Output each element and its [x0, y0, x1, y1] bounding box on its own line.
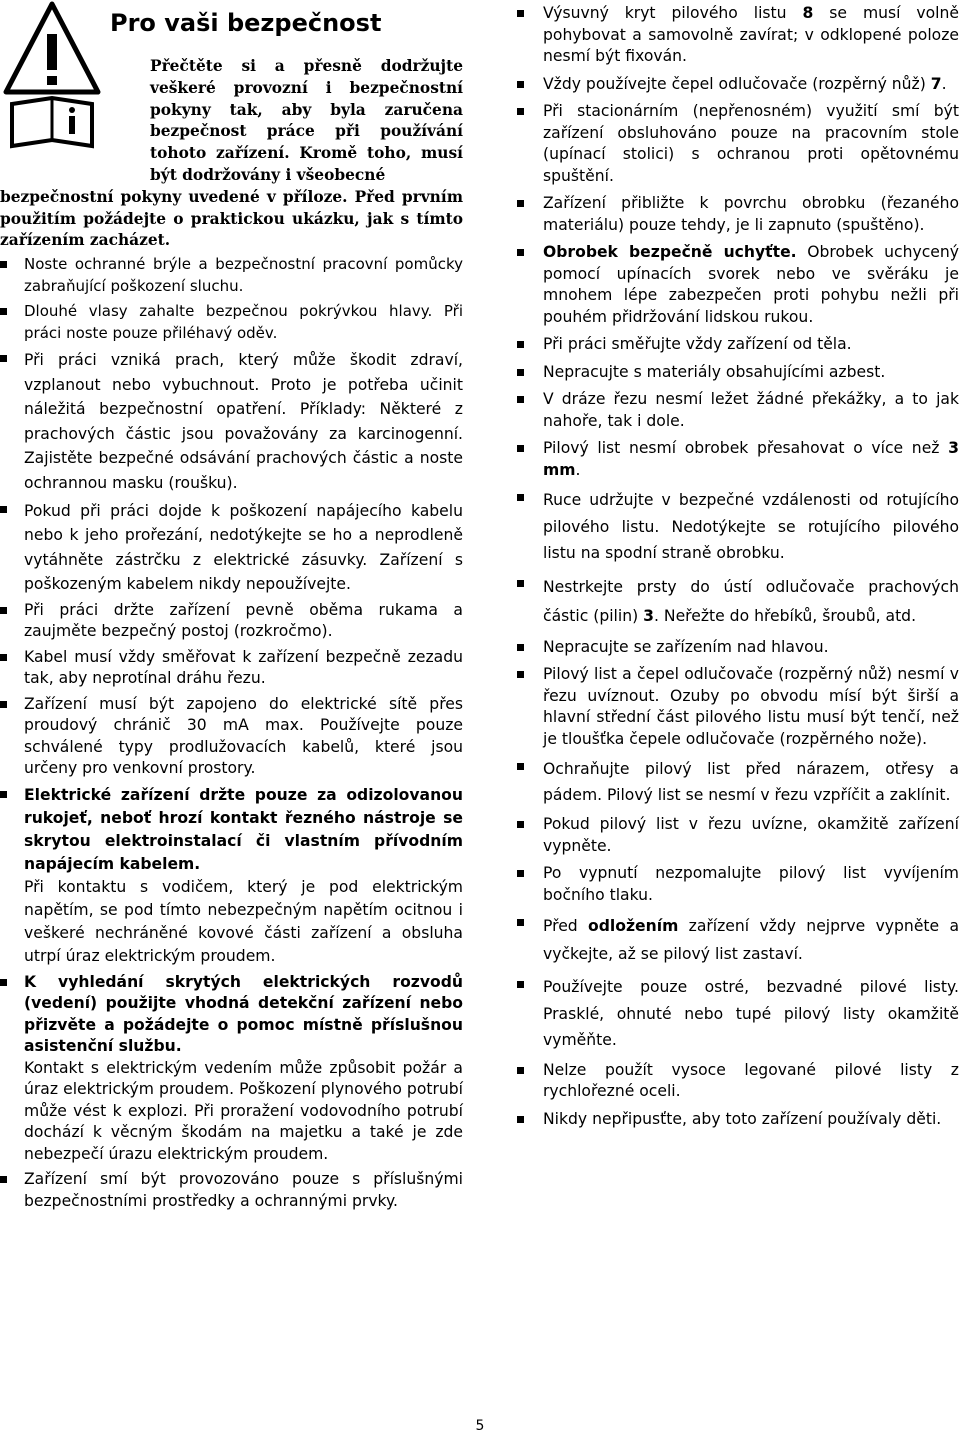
list-item — [517, 193, 959, 236]
warning-info-icon — [2, 0, 102, 150]
list-item — [0, 348, 463, 495]
list-item — [517, 637, 959, 659]
intro-text-b: Před prvním použitím požádejte o praktickou ukázku, jak s tímto zařízením zacházet. — [0, 187, 463, 250]
right-safety-list — [517, 3, 959, 1130]
list-item-text: Při stacionárním (nepřenosném) využití smí být zařízení obsluhováno pouze na pracovním stole (upínací stolici) s ochranou proti opětovnému spuštění. — [543, 102, 959, 185]
list-item — [0, 972, 463, 1166]
list-item-bold-text: 3 mm — [543, 439, 959, 479]
list-item — [517, 756, 959, 808]
list-item-text: Ruce udržujte v bezpečné vzdálenosti od rotujícího pilového listu. Nedotýkejte se rotujícího pilového listu na spodní straně obrobku. — [543, 491, 959, 562]
list-item — [0, 1169, 463, 1212]
list-item — [517, 814, 959, 857]
list-item-text: Při práci držte zařízení pevně oběma rukama a zaujměte bezpečný postoj (rozkročmo). — [24, 600, 463, 641]
list-item-bold-text: Obrobek bezpečně uchyťte. — [543, 243, 797, 261]
list-item-text: Kontakt s elektrickým vedením může způsobit požár a úraz elektrickým proudem. Poškození plynového potrubí může vést k explozi. Při proražení vodovodního potrubí dochází k věcným škodám na majetku a také je zde nebezpečí úrazu elektrickým proudem. — [24, 1058, 463, 1163]
list-item-bold-text: Elektrické zařízení držte pouze za odizolovanou rukojeť, neboť hrozí kontakt řezného nástroje se skrytou elektroinstalací či vlastním přívodním napájecím kabelem. — [24, 785, 463, 873]
list-item-text: . — [941, 74, 947, 93]
list-item — [0, 254, 463, 297]
list-item-text: Pokud pilový list v řezu uvízne, okamžitě zařízení vypněte. — [543, 815, 959, 855]
list-item-text: se musí volně pohybovat a samovolně zavírat; v odklopené poloze nesmí být fixován. — [543, 4, 959, 65]
intro-indented-text: Přečtěte si a přesně dodržujte veškeré provozní i bezpečnostní pokyny tak, aby byla zaručena bezpečnost práce při používání tohoto zařízení. Kromě toho, musí být dodržovány i všeobecné — [150, 57, 463, 184]
list-item-text: Noste ochranné brýle a bezpečnostní pracovní pomůcky zabraňující poškození sluchu. — [24, 255, 463, 295]
intro-text-a: bezpečnostní pokyny uvedené v příloze. — [0, 187, 355, 206]
list-item-text: Pilový list nesmí obrobek přesahovat o více než — [543, 439, 949, 457]
right-column — [517, 0, 959, 1136]
list-item-text: Po vypnutí nezpomalujte pilový list vyvíjením bočního tlaku. — [543, 864, 959, 904]
list-item-text: Zařízení smí být provozováno pouze s příslušnými bezpečnostními prostředky a ochrannými prvky. — [24, 1170, 463, 1210]
list-item-text: Nikdy nepřipusťte, aby toto zařízení používaly děti. — [543, 1109, 942, 1128]
list-item-text: Zařízení musí být zapojeno do elektrické sítě přes proudový chránič 30 mA max. Používejte pouze schválené typy prodlužovacích kabelů, které jsou určeny pro venkovní prostory. — [24, 694, 463, 778]
page-title: Pro vaši bezpečnost — [110, 9, 382, 37]
list-item-bold-text: 8 — [802, 4, 814, 22]
list-item — [517, 863, 959, 906]
list-item — [517, 664, 959, 750]
list-item — [517, 438, 959, 481]
list-item-text: Při práci směřujte vždy zařízení od těla. — [543, 335, 852, 353]
list-item — [517, 1060, 959, 1103]
list-item — [0, 694, 463, 780]
list-item-text: . — [575, 460, 581, 479]
list-item-text: Nelze použít vysoce legované pilové listy z rychlořezné oceli. — [543, 1060, 959, 1100]
list-item — [517, 362, 959, 384]
list-item — [517, 912, 959, 968]
list-item — [517, 3, 959, 68]
list-item — [517, 487, 959, 567]
list-item-text: V dráze řezu nesmí ležet žádné překážky, a to jak nahoře, tak i dole. — [543, 390, 959, 430]
list-item-text: Při práci vzniká prach, který může škodit zdraví, vzplanout nebo vybuchnout. Proto je potřeba učinit náležitá bezpečnostní opatření. Příklady: Některé z prachových částic jsou považovány za karcinogenní. Zajistěte bezpečné odsávání prachových částic a noste ochrannou masku (roušku). — [24, 351, 463, 492]
section-header — [0, 0, 463, 52]
list-item — [517, 242, 959, 328]
list-item-text: Kabel musí vždy směřovat k zařízení bezpečně zezadu tak, aby neprotínal dráhu řezu. — [24, 647, 463, 688]
list-item-bold-text: 3 — [643, 606, 654, 625]
list-item-text: Výsuvný kryt pilového listu — [543, 4, 803, 22]
list-item-bold-text: 7 — [930, 74, 942, 93]
list-item-text: Nepracujte se zařízením nad hlavou. — [543, 637, 829, 656]
list-item-text: . Neřežte do hřebíků, šroubů, atd. — [654, 606, 917, 625]
list-item — [0, 647, 463, 690]
list-item — [0, 784, 463, 968]
list-item-text: Před — [543, 917, 589, 935]
list-item — [517, 334, 959, 356]
list-item-text: Vždy používejte čepel odlučovače (rozpěrný nůž) — [543, 74, 931, 93]
list-item-text: Používejte pouze ostré, bezvadné pilové listy. Prasklé, ohnuté nebo tupé pilový listy okamžitě vyměňte. — [543, 978, 959, 1049]
list-item — [517, 1109, 959, 1131]
list-item-bold-text: odložením — [588, 917, 679, 935]
list-item-text: Dlouhé vlasy zahalte bezpečnou pokrývkou hlavy. Při práci noste pouze přiléhavý oděv. — [24, 302, 463, 342]
list-item-text: Pilový list a čepel odlučovače (rozpěrný nůž) nesmí v řezu uvíznout. Ozuby po obvodu mísí být širší a hlavní střední část pilového listu musí být tenčí, než je tloušťka čepele odlučovače (rozpěrného nože). — [543, 665, 959, 748]
list-item — [517, 974, 959, 1054]
list-item — [517, 74, 959, 96]
list-item — [0, 600, 463, 643]
list-item — [517, 389, 959, 432]
list-item — [517, 101, 959, 187]
page-number: 5 — [475, 1418, 485, 1434]
list-item-text: zařízení vždy nejprve vypněte a vyčkejte, až se pilový list zastaví. — [543, 917, 960, 963]
list-item-text: Nepracujte s materiály obsahujícími azbest. — [543, 362, 886, 381]
list-item — [0, 301, 463, 344]
list-item-bold-text: K vyhledání skrytých elektrických rozvodů (vedení) použijte vhodná detekční zařízení nebo přizvěte a požádejte o pomoc místně příslušnou asistenční službu. — [24, 972, 463, 1056]
left-column — [0, 0, 463, 1216]
list-item-text: Pokud při práci dojde k poškození napájecího kabelu nebo k jeho prořezání, nedotýkejte se ho a neprodleně vytáhněte zástrčku z elektrické zásuvky. Zařízení s poškozeným kabelem nikdy nepoužívejte. — [24, 502, 463, 593]
left-safety-list — [0, 254, 463, 1212]
list-item-text: Zařízení přibližte k povrchu obrobku (řezaného materiálu) pouze tehdy, je li zapnuto (spuštěno). — [543, 194, 959, 234]
list-item-text: Obrobek uchycený pomocí upínacích svorek nebo ve svěráku je mnohem lépe zabezpečen proti pohybu nežli při pouhém přidržování lidskou rukou. — [543, 243, 959, 326]
list-item — [517, 573, 959, 631]
list-item-text: Při kontaktu s vodičem, který je pod elektrickým napětím, se pod tímto nebezpečným napětím ocitnou i veškeré nechráněné kovové části zařízení a obsluha utrpí úraz elektrickým proudem. — [24, 877, 463, 965]
list-item — [0, 499, 463, 596]
list-item-text: Nestrkejte prsty do ústí odlučovače prachových částic (pilin) — [543, 577, 959, 625]
list-item-text: Ochraňujte pilový list před nárazem, otřesy a pádem. Pilový list se nesmí v řezu vzpříčit a zaklínit. — [543, 760, 959, 804]
